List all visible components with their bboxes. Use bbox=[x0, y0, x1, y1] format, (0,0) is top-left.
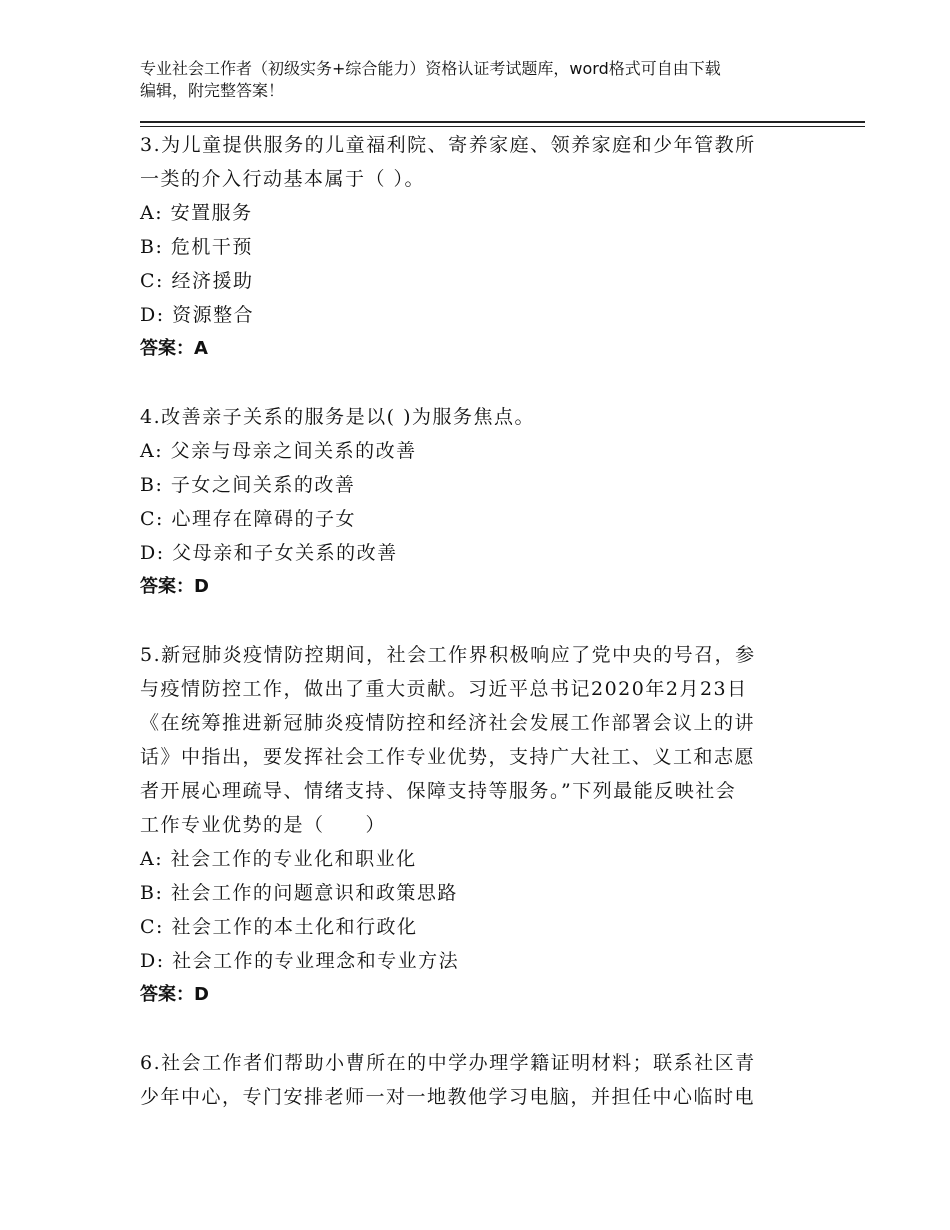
option-a: A: 父亲与母亲之间关系的改善 bbox=[140, 440, 417, 462]
question-stem-line: 6.社会工作者们帮助小曹所在的中学办理学籍证明材料；联系社区青 bbox=[140, 1052, 756, 1074]
answer-label: 答案：A bbox=[140, 338, 208, 359]
question-stem-line: 4.改善亲子关系的服务是以( )为服务焦点。 bbox=[140, 406, 535, 428]
option-d: D: 资源整合 bbox=[140, 304, 255, 326]
option-b: B: 危机干预 bbox=[140, 236, 253, 258]
question-spacer bbox=[140, 604, 800, 638]
question-6 bbox=[140, 1046, 800, 1114]
question-spacer bbox=[140, 366, 800, 400]
question-5 bbox=[140, 638, 800, 1012]
question-stem-line: 3.为儿童提供服务的儿童福利院、寄养家庭、领养家庭和少年管教所 bbox=[140, 134, 756, 156]
option-b: B: 子女之间关系的改善 bbox=[140, 474, 356, 496]
question-stem-line: 5.新冠肺炎疫情防控期间，社会工作界积极响应了党中央的号召，参 bbox=[140, 644, 756, 666]
question-list bbox=[140, 128, 800, 1114]
option-c: C: 社会工作的本土化和行政化 bbox=[140, 916, 418, 938]
option-d: D: 社会工作的专业理念和专业方法 bbox=[140, 950, 460, 972]
option-d: D: 父母亲和子女关系的改善 bbox=[140, 542, 398, 564]
option-b: B: 社会工作的问题意识和政策思路 bbox=[140, 882, 458, 904]
question-stem-line: 一类的介入行动基本属于（ ）。 bbox=[140, 168, 426, 190]
option-c: C: 经济援助 bbox=[140, 270, 254, 292]
question-stem-line: 少年中心，专门安排老师一对一地教他学习电脑，并担任中心临时电 bbox=[140, 1086, 756, 1108]
header-line-2: 编辑，附完整答案！ bbox=[140, 81, 285, 100]
question-4 bbox=[140, 400, 800, 604]
document-header bbox=[140, 58, 840, 102]
header-divider-thin bbox=[140, 126, 865, 127]
question-3 bbox=[140, 128, 800, 366]
header-line-1: 专业社会工作者（初级实务+综合能力）资格认证考试题库，word格式可自由下载 bbox=[140, 59, 721, 78]
question-spacer bbox=[140, 1012, 800, 1046]
question-stem-line: 《在统筹推进新冠肺炎疫情防控和经济社会发展工作部署会议上的讲 bbox=[140, 712, 756, 734]
option-a: A: 社会工作的专业化和职业化 bbox=[140, 848, 417, 870]
answer-label: 答案：D bbox=[140, 576, 209, 597]
answer-label: 答案：D bbox=[140, 984, 209, 1005]
question-stem-line: 工作专业优势的是（ ） bbox=[140, 814, 387, 836]
question-stem-line: 话》中指出，要发挥社会工作专业优势，支持广大社工、义工和志愿 bbox=[140, 746, 756, 768]
header-divider-thick bbox=[140, 121, 865, 123]
option-c: C: 心理存在障碍的子女 bbox=[140, 508, 356, 530]
question-stem-line: 与疫情防控工作，做出了重大贡献。习近平总书记2020年2月23日 bbox=[140, 678, 748, 700]
option-a: A: 安置服务 bbox=[140, 202, 253, 224]
question-stem-line: 者开展心理疏导、情绪支持、保障支持等服务。”下列最能反映社会 bbox=[140, 780, 737, 802]
